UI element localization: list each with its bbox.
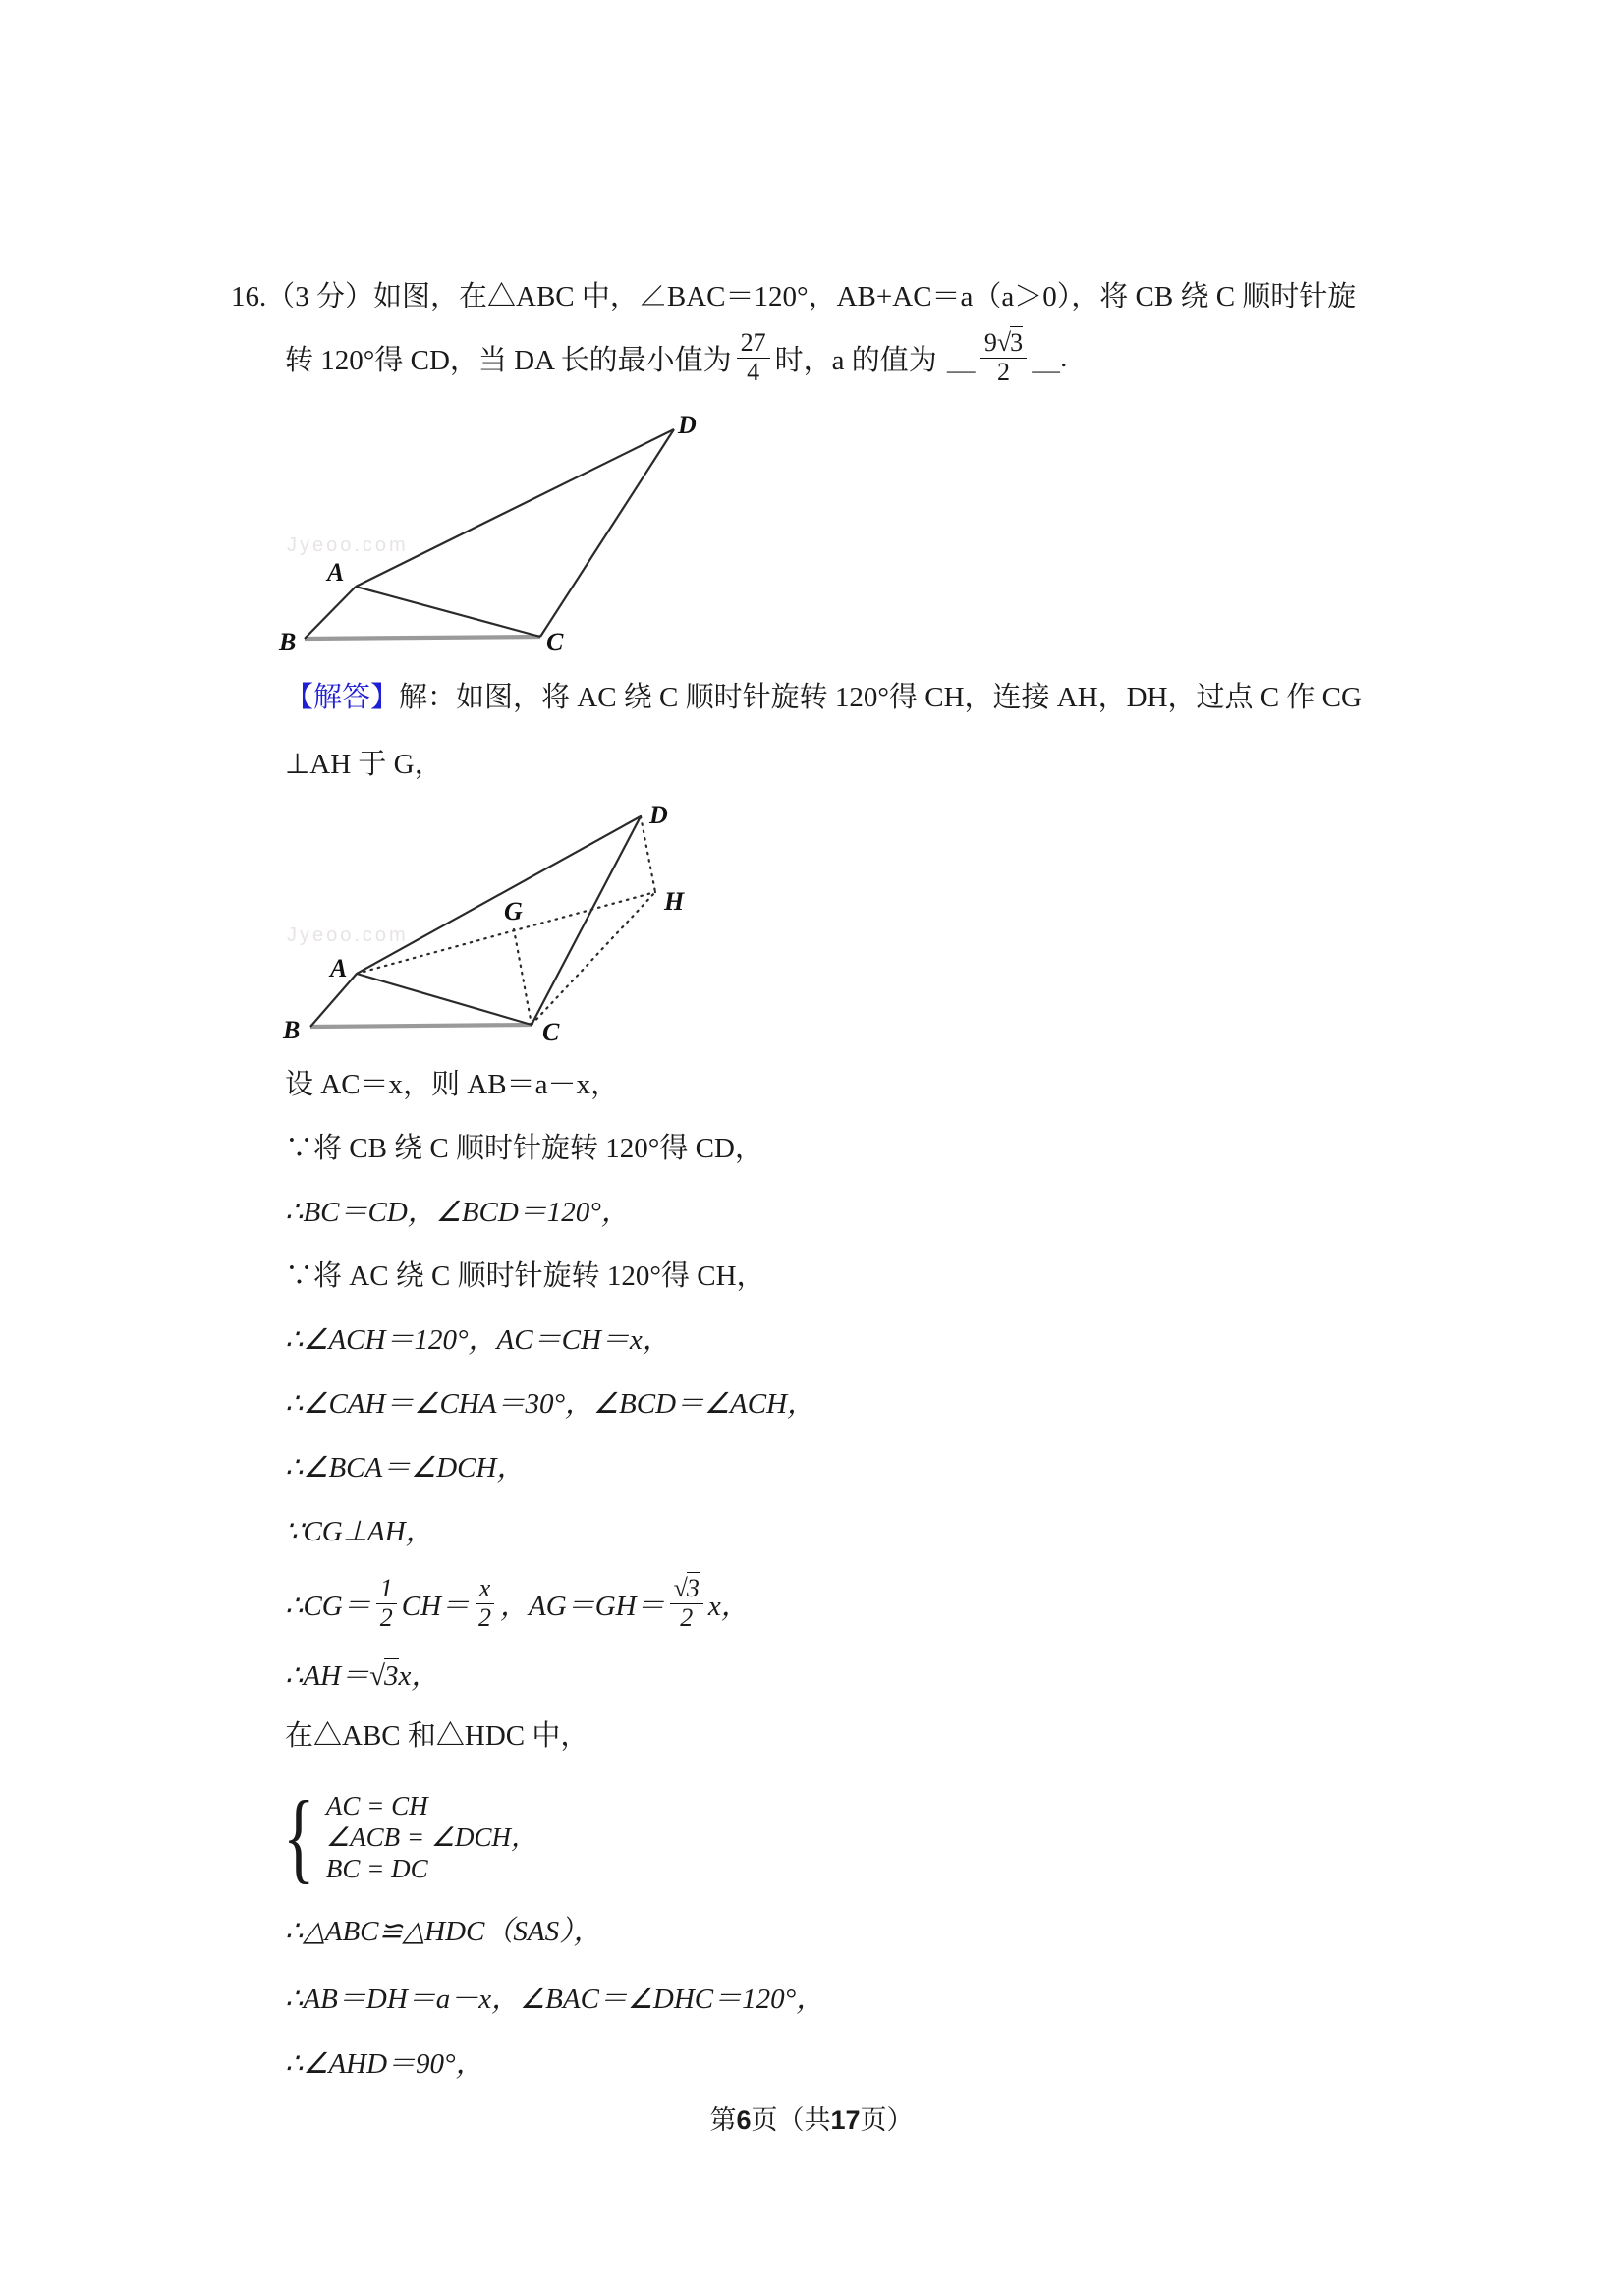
answer-numerator — [980, 329, 1027, 358]
problem-line-2 — [285, 326, 1067, 389]
radicand: 3 — [384, 1660, 399, 1692]
solution-line-3: ∴BC＝CD，∠BCD＝120°， — [285, 1197, 630, 1228]
solution-fraction-line — [285, 1570, 750, 1637]
vertex-label-C: C — [546, 628, 564, 656]
fraction-denominator: 2 — [379, 1602, 393, 1632]
solution-line-4: ∵将 AC 绕 C 顺时针旋转 120°得 CH， — [285, 1260, 765, 1292]
system-row-3: BC = DC — [325, 1854, 428, 1883]
solution-line-2: ∵将 CB 绕 C 顺时针旋转 120°得 CD， — [285, 1133, 763, 1164]
solution-line-6: ∴∠CAH＝∠CHA＝30°，∠BCD＝∠ACH， — [285, 1388, 816, 1420]
problem-line-2-pre: 转 120°得 CD，当 DA 长的最小值为 — [285, 344, 732, 376]
solution-congruence-line: ∴△ABC≌△HDC（SAS）， — [285, 1916, 602, 1947]
solution-sqrt-line — [285, 1658, 439, 1694]
sqrt-symbol: √ — [996, 328, 1012, 358]
solution-line-7: ∴∠BCA＝∠DCH， — [285, 1452, 526, 1484]
system-row-1: AC = CH — [325, 1791, 428, 1820]
footer-end: 页） — [860, 2105, 914, 2135]
solution-intro-line-1 — [285, 680, 1362, 715]
problem-line-1: 16.（3 分）如图，在△ABC 中，∠BAC＝120°，AB+AC＝a（a＞0），将 CB 绕 C 顺时针旋 — [231, 281, 1357, 312]
fraction-numerator: x — [476, 1575, 495, 1603]
frac-line-part-b: CH＝ — [401, 1590, 471, 1622]
edge-AD — [356, 429, 674, 587]
equation-system — [283, 1780, 538, 1893]
solution-result-line: ∴AB＝DH＝a－x，∠BAC＝∠DHC＝120°， — [285, 1984, 825, 2015]
radicand: 3 — [686, 1574, 700, 1603]
answer-denominator: 2 — [996, 357, 1010, 386]
answer-tag: 【解答】 — [285, 682, 400, 713]
watermark: Jyeoo.com — [287, 534, 409, 556]
page-footer — [0, 2099, 1623, 2137]
fraction-numerator: 27 — [737, 329, 770, 358]
vertex-label-C: C — [542, 1018, 560, 1046]
edge-AC — [357, 974, 532, 1025]
system-brace: { — [283, 1780, 315, 1893]
vertex-label-G: G — [504, 897, 523, 925]
min-value-fraction — [737, 329, 770, 385]
solution-intro-line-2: ⊥AH 于 G， — [285, 749, 443, 780]
answer-radicand: 3 — [1010, 328, 1024, 358]
diagram-2 — [275, 794, 698, 1054]
answer-blank-right: ＿ — [1032, 344, 1061, 376]
solution-angle-line: ∴∠AHD＝90°， — [285, 2048, 484, 2080]
answer-coefficient: 9 — [983, 328, 997, 358]
vertex-label-H: H — [664, 887, 685, 916]
vertex-label-A: A — [330, 954, 348, 982]
system-rows — [326, 1790, 537, 1884]
problem-line-2-mid: 时，a 的值为 — [774, 344, 937, 376]
fraction-numerator — [670, 1575, 703, 1603]
dashed-CG — [514, 929, 532, 1025]
frac-line-part-c: ，AG＝GH＝ — [500, 1590, 665, 1622]
one-half-fraction — [376, 1575, 397, 1631]
solution-intro-text: 解：如图，将 AC 绕 C 顺时针旋转 120°得 CH，连接 AH，DH，过点 C 作 CG — [399, 682, 1362, 713]
dashed-CH — [532, 892, 655, 1025]
vertex-label-A: A — [327, 558, 345, 587]
edge-BC — [310, 1025, 532, 1027]
edge-CD — [540, 429, 674, 637]
edge-BA — [305, 587, 356, 639]
answer-blank-left: ＿ — [946, 344, 976, 376]
frac-line-part-a: ∴CG＝ — [285, 1590, 371, 1622]
system-row-2: ∠ACB = ∠DCH， — [325, 1822, 538, 1852]
answer-fraction — [980, 329, 1027, 385]
current-page-number: 6 — [736, 2105, 752, 2135]
solution-line-8: ∵CG⊥AH， — [285, 1516, 434, 1547]
vertex-label-B: B — [279, 628, 297, 656]
fraction-denominator: 2 — [478, 1602, 492, 1632]
solution-line-5: ∴∠ACH＝120°，AC＝CH＝x， — [285, 1324, 671, 1356]
footer-pre: 第 — [709, 2105, 737, 2135]
vertex-label-D: D — [678, 411, 697, 439]
problem-line-2-end: . — [1060, 341, 1068, 373]
fraction-numerator: 1 — [376, 1575, 397, 1603]
fraction-denominator: 4 — [747, 357, 760, 386]
sqrt-symbol: √ — [369, 1660, 386, 1692]
footer-mid: 页（共 — [751, 2105, 831, 2135]
vertex-label-B: B — [283, 1016, 301, 1044]
solution-line-1: 设 AC＝x，则 AB＝a－x， — [285, 1069, 619, 1100]
edge-AD — [357, 816, 641, 974]
diagram-1 — [275, 406, 717, 663]
watermark: Jyeoo.com — [287, 924, 409, 946]
edge-BC — [305, 637, 540, 639]
frac-line-part-d: x， — [707, 1590, 750, 1622]
sqrt-line-part-b: x， — [398, 1660, 440, 1692]
solution-middle-line: 在△ABC 和△HDC 中， — [285, 1720, 589, 1752]
sqrt3-over-2-fraction — [670, 1575, 703, 1631]
edge-AC — [356, 587, 540, 637]
fraction-denominator: 2 — [680, 1602, 694, 1632]
total-page-number: 17 — [830, 2105, 861, 2135]
sqrt-symbol: √ — [673, 1574, 688, 1603]
x-over-2-fraction — [475, 1575, 495, 1631]
sqrt-line-part-a: ∴AH＝ — [285, 1660, 370, 1692]
vertex-label-D: D — [649, 801, 668, 829]
